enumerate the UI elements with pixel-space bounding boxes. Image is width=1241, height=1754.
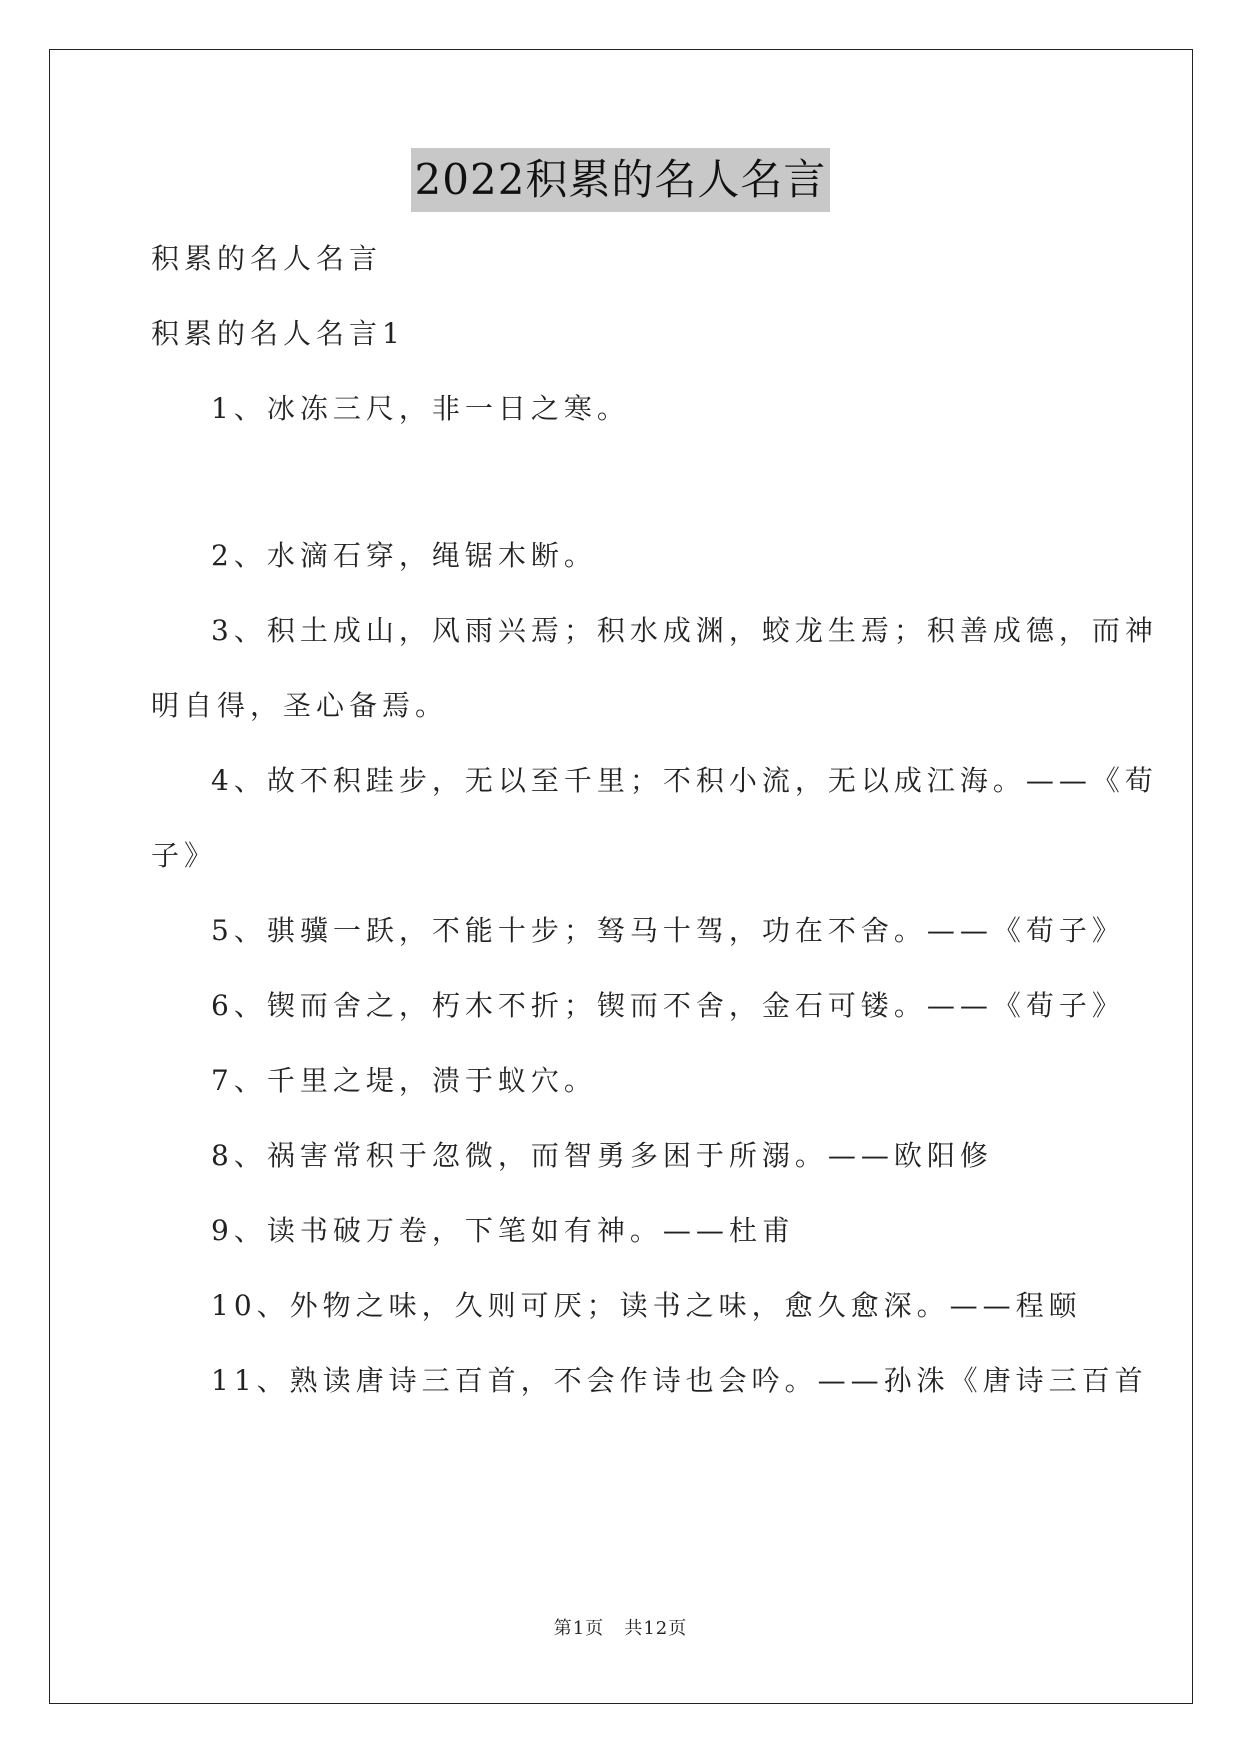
quote-line: 11、熟读唐诗三百首，不会作诗也会吟。——孙洙《唐诗三百首: [211, 1364, 1148, 1397]
quote-line: 5、骐骥一跃，不能十步；驽马十驾，功在不舍。——《荀子》: [211, 914, 1125, 947]
page-footer: [0, 1614, 1241, 1640]
quote-line: 6、锲而舍之，朽木不折；锲而不舍，金石可镂。——《荀子》: [211, 989, 1125, 1022]
quote-line-continued: 子》: [151, 839, 218, 872]
quote-line: 7、千里之堤，溃于蚁穴。: [211, 1064, 597, 1097]
quote-line-continued: 明自得，圣心备焉。: [151, 689, 449, 722]
quote-line: 10、外物之味，久则可厌；读书之味，愈久愈深。——程颐: [211, 1289, 1082, 1322]
quote-line: 8、祸害常积于忽微，而智勇多困于所溺。——欧阳修: [211, 1139, 993, 1172]
page-total: 共12页: [624, 1618, 688, 1639]
heading-1: 积累的名人名言: [151, 242, 383, 275]
page-number: 第1页: [553, 1618, 605, 1639]
page-border: [49, 49, 1193, 1704]
quote-line: 1、冰冻三尺，非一日之寒。: [211, 392, 630, 425]
quote-line: 2、水滴石穿，绳锯木断。: [211, 539, 597, 572]
document-title: 2022积累的名人名言: [411, 148, 831, 212]
quote-line: 3、积土成山，风雨兴焉；积水成渊，蛟龙生焉；积善成德，而神: [211, 614, 1158, 647]
quote-line: 9、读书破万卷，下笔如有神。——杜甫: [211, 1214, 795, 1247]
heading-2: 积累的名人名言1: [151, 317, 405, 350]
title-container: [0, 148, 1241, 212]
quote-line: 4、故不积跬步，无以至千里；不积小流，无以成江海。——《荀: [211, 764, 1158, 797]
